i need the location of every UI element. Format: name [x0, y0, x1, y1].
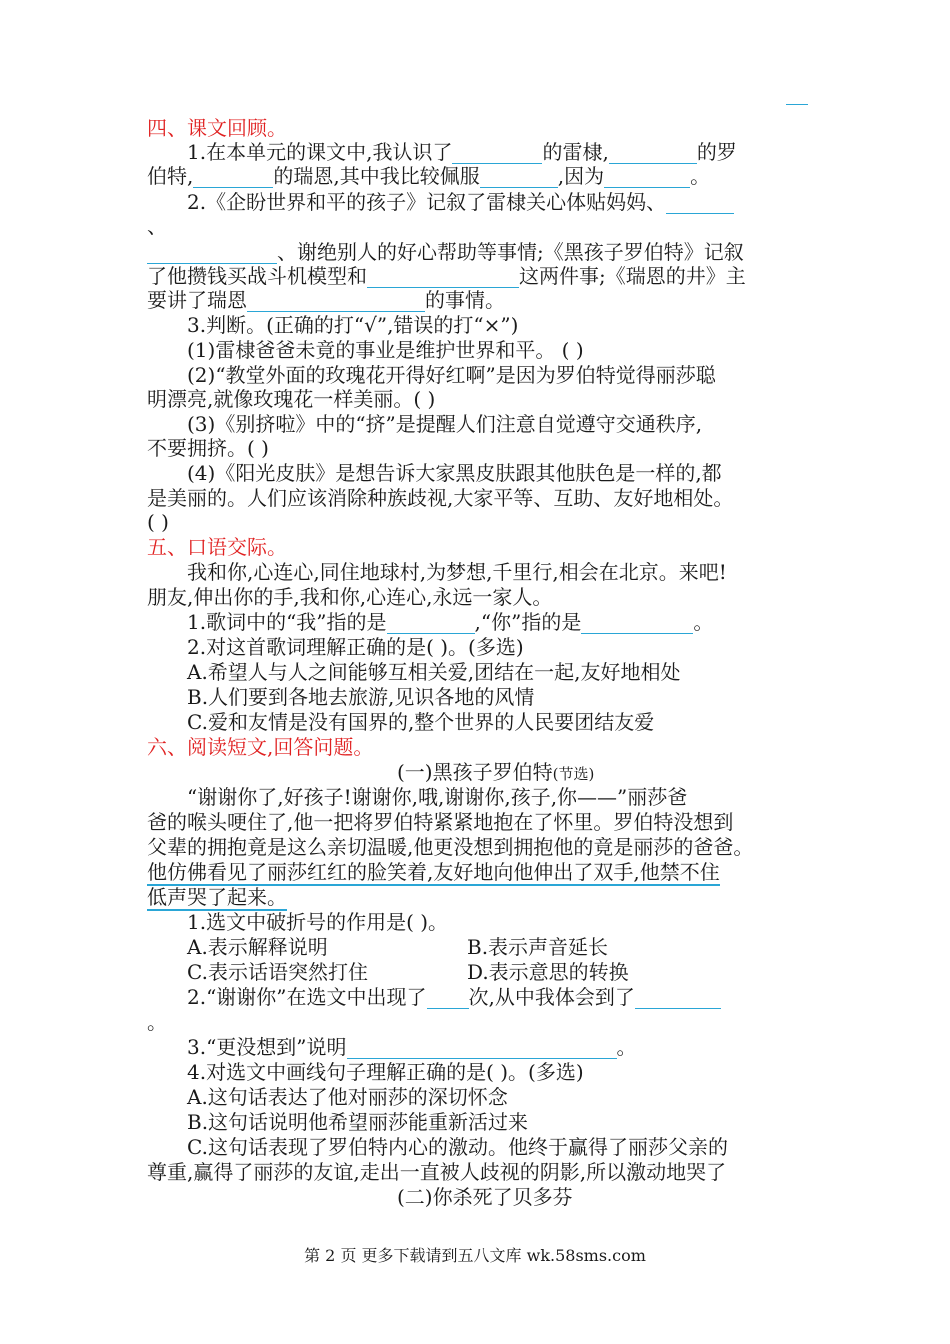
option-b: B.人们要到各地去旅游,见识各地的风情 — [187, 685, 535, 709]
answer-blank[interactable] — [480, 167, 558, 188]
question-6-1-option-d: D.表示意思的转换 — [467, 960, 629, 984]
question-4-2-line-1: 2.《企盼世界和平的孩子》记叙了雷棣关心体贴妈妈、 — [187, 190, 734, 214]
answer-blank[interactable] — [247, 291, 425, 312]
question-6-3: 3.“更没想到”说明 。 — [187, 1035, 637, 1059]
passage-1-line-1: “谢谢你了,好孩子!谢谢你,哦,谢谢你,孩子,你——”丽莎爸 — [187, 785, 688, 809]
passage-1-line-5-underlined: 低声哭了起来。 — [147, 885, 287, 909]
question-4-1-line-2: 伯特, 的瑞恩,其中我比较佩服 ,因为 。 — [147, 164, 711, 188]
passage-2-title: (二)你杀死了贝多芬 — [397, 1185, 573, 1209]
question-6-4-option-c-line-2: 尊重,赢得了丽莎的友谊,走出一直被人歧视的阴影,所以激动地哭了 — [147, 1160, 727, 1184]
question-6-1-option-c: C.表示话语突然打住 — [187, 960, 368, 984]
question-6-1-stem: 1.选文中破折号的作用是( )。 — [187, 910, 449, 934]
answer-blank[interactable] — [609, 143, 697, 164]
passage-1-title: (一)黑孩子罗伯特(节选) — [397, 760, 595, 784]
question-4-2-separator: 、 — [147, 214, 167, 238]
answer-blank[interactable] — [367, 267, 519, 288]
question-6-4-option-b: B.这句话说明他希望丽莎能重新活过来 — [187, 1110, 529, 1134]
answer-blank[interactable] — [635, 988, 721, 1009]
question-4-3-stem: 3.判断。(正确的打“√”,错误的打“×”) — [187, 313, 519, 337]
answer-blank[interactable] — [193, 167, 273, 188]
question-4-2-line-3: 了他攒钱买战斗机模型和 这两件事;《瑞恩的井》主 — [147, 264, 746, 288]
lyrics-line-2: 朋友,伸出你的手,我和你,心连心,永远一家人。 — [147, 585, 553, 609]
question-5-1: 1.歌词中的“我”指的是 ,“你”指的是 。 — [187, 610, 714, 634]
question-4-2-line-4: 要讲了瑞恩 的事情。 — [147, 288, 505, 312]
page-footer: 第 2 页 更多下载请到五八文库 wk.58sms.com — [304, 1246, 646, 1265]
option-a: A.希望人与人之间能够互相关爱,团结在一起,友好地相处 — [187, 660, 681, 684]
judgement-4-line-3: ( ) — [147, 510, 169, 534]
option-c: C.爱和友情是没有国界的,整个世界的人民要团结友爱 — [187, 710, 655, 734]
passage-1-line-3: 父辈的拥抱竟是这么亲切温暖,他更没想到拥抱他的竟是丽莎的爸爸。 — [147, 835, 754, 859]
question-6-4-stem: 4.对选文中画线句子理解正确的是( )。(多选) — [187, 1060, 584, 1084]
answer-blank[interactable] — [666, 193, 734, 214]
question-6-2-line-1: 2.“谢谢你”在选文中出现了 次,从中我体会到了 — [187, 985, 721, 1009]
question-6-4-option-a: A.这句话表达了他对丽莎的深切怀念 — [187, 1085, 508, 1109]
question-6-1-option-a: A.表示解释说明 — [187, 935, 328, 959]
judgement-4-line-1: (4)《阳光皮肤》是想告诉大家黑皮肤跟其他肤色是一样的,都 — [187, 461, 722, 485]
answer-blank[interactable] — [347, 1038, 617, 1059]
section-5-heading: 五、口语交际。 — [147, 535, 287, 559]
judgement-1: (1)雷棣爸爸未竟的事业是维护世界和平。 ( ) — [187, 338, 584, 362]
answer-blank[interactable] — [452, 143, 542, 164]
lyrics-line-1: 我和你,心连心,同住地球村,为梦想,千里行,相会在北京。来吧! — [187, 560, 727, 584]
question-4-2-line-2: 、谢绝别人的好心帮助等事情;《黑孩子罗伯特》记叙 — [147, 240, 744, 264]
answer-blank[interactable] — [387, 613, 475, 634]
judgement-3-line-1: (3)《别挤啦》中的“挤”是提醒人们注意自觉遵守交通秩序, — [187, 412, 703, 436]
section-6-heading: 六、阅读短文,回答问题。 — [147, 735, 374, 759]
question-6-2-line-2: 。 — [147, 1010, 167, 1034]
answer-blank[interactable] — [581, 613, 693, 634]
answer-blank[interactable] — [147, 243, 277, 264]
question-6-1-option-b: B.表示声音延长 — [467, 935, 609, 959]
judgement-3-line-2: 不要拥挤。( ) — [147, 436, 269, 460]
question-4-1-line-1: 1.在本单元的课文中,我认识了 的雷棣, 的罗 — [187, 140, 737, 164]
question-5-2: 2.对这首歌词理解正确的是( )。(多选) — [187, 635, 524, 659]
answer-blank — [786, 104, 808, 105]
judgement-2-line-2: 明漂亮,就像玫瑰花一样美丽。( ) — [147, 387, 436, 411]
question-6-4-option-c-line-1: C.这句话表现了罗伯特内心的激动。他终于赢得了丽莎父亲的 — [187, 1135, 728, 1159]
section-4-heading: 四、课文回顾。 — [147, 116, 287, 140]
passage-1-line-4-underlined: 他仿佛看见了丽莎红红的脸笑着,友好地向他伸出了双手,他禁不住 — [147, 860, 720, 884]
judgement-2-line-1: (2)“教堂外面的玫瑰花开得好红啊”是因为罗伯特觉得丽莎聪 — [187, 363, 716, 387]
answer-blank[interactable] — [427, 988, 469, 1009]
judgement-4-line-2: 是美丽的。人们应该消除种族歧视,大家平等、互助、友好地相处。 — [147, 486, 734, 510]
passage-1-line-2: 爸的喉头哽住了,他一把将罗伯特紧紧地抱在了怀里。罗伯特没想到 — [147, 810, 734, 834]
answer-blank[interactable] — [604, 167, 690, 188]
